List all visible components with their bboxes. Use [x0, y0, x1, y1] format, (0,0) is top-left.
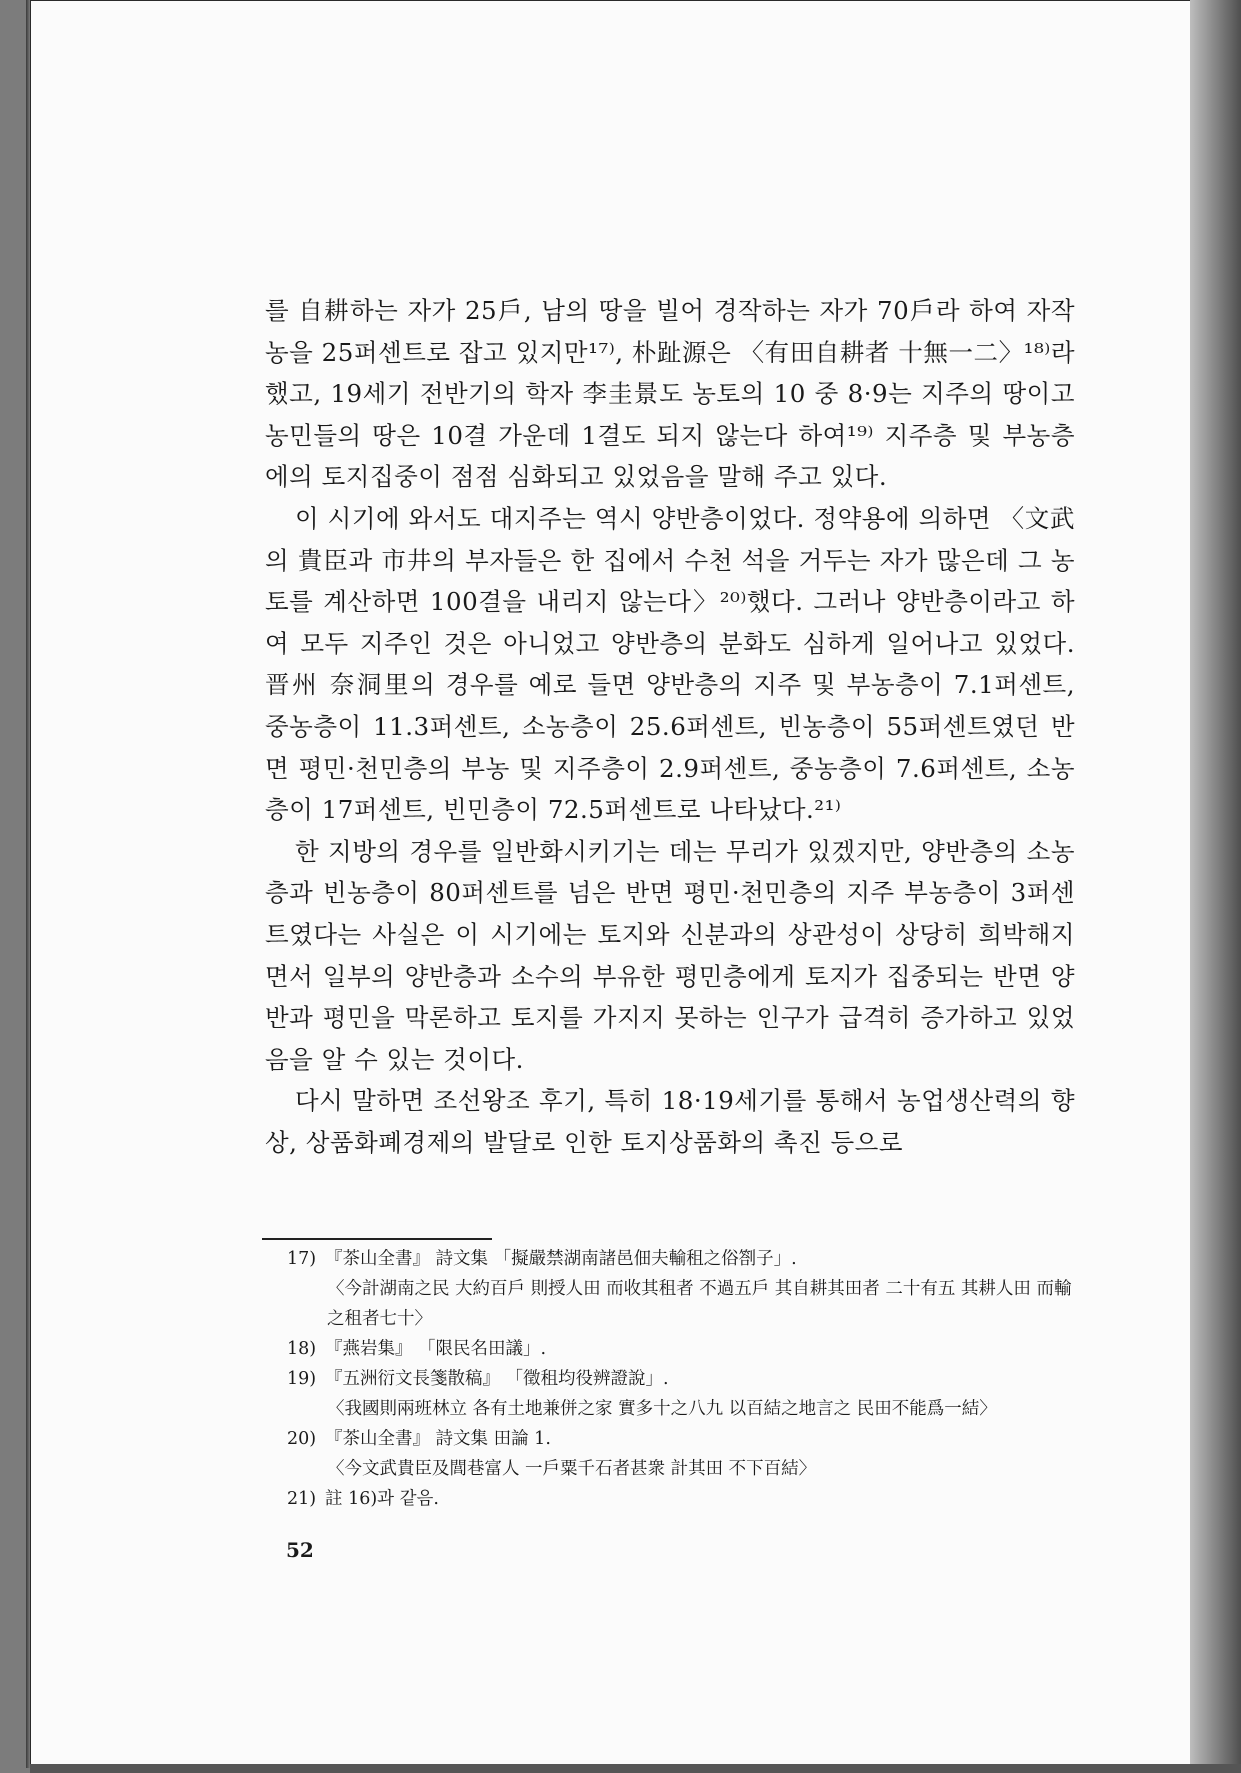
footnote-quote: 〈今文武貴臣及閭巷富人 一戶粟千石者甚衆 計其田 不下百結〉 — [327, 1459, 817, 1479]
footnote-number: 17) — [287, 1249, 317, 1269]
footnote-text: 『五洲衍文長箋散稿』 「徵租均役辨證說」. — [325, 1369, 669, 1389]
footnote — [287, 1244, 1077, 1274]
page-bottom-shadow — [30, 1764, 1241, 1773]
footnote — [287, 1364, 1077, 1394]
paragraph: 다시 말하면 조선왕조 후기, 특히 18·19세기를 통해서 농업생산력의 향상, 상품화폐경제의 발달로 인한 토지상품화의 촉진 등으로 — [265, 1086, 1075, 1157]
footnote — [287, 1334, 1077, 1364]
footnotes — [287, 1244, 1077, 1514]
footnote-number: 18) — [287, 1339, 317, 1359]
footnote-number: 21) — [287, 1489, 317, 1509]
footnote-number: 19) — [287, 1369, 317, 1389]
page-number: 52 — [286, 1538, 314, 1562]
paragraph: 를 自耕하는 자가 25戶, 남의 땅을 빌어 경작하는 자가 70戶라 하여 자작농을 25퍼센트로 잡고 있지만¹⁷⁾, 朴趾源은 〈有田自耕者 十無一二〉¹⁸⁾라 했고, 19세기 전반기의 학자 李圭景도 농토의 10 중 8·9는 지주의 땅이고 농민들의 땅은 10결 가운데 1결도 되지 않는다 하여¹⁹⁾ 지주층 및 부농층에의 토지집중이 점점 심화되고 있었음을 말해 주고 있다. — [265, 296, 1075, 492]
footnote-text: 『茶山全書』 詩文集 「擬嚴禁湖南諸邑佃夫輸租之俗劄子」. — [325, 1249, 797, 1269]
footnote — [287, 1484, 1077, 1514]
footnote-number: 20) — [287, 1429, 317, 1449]
paragraph: 한 지방의 경우를 일반화시키기는 데는 무리가 있겠지만, 양반층의 소농층과 빈농층이 80퍼센트를 넘은 반면 평민·천민층의 지주 부농층이 3퍼센트였다는 사실은 이 시기에는 토지와 신분과의 상관성이 상당히 희박해지면서 일부의 양반층과 소수의 부유한 평민층에게 토지가 집중되는 반면 양반과 평민을 막론하고 토지를 가지지 못하는 인구가 급격히 증가하고 있었음을 알 수 있는 것이다. — [265, 836, 1075, 1074]
footnote-text: 『燕岩集』 「限民名田議」. — [325, 1339, 547, 1359]
footnote-text: 『茶山全書』 詩文集 田論 1. — [325, 1429, 551, 1449]
page-edge-shadow — [1190, 0, 1241, 1773]
footnote-divider — [262, 1238, 492, 1240]
paragraph: 이 시기에 와서도 대지주는 역시 양반층이었다. 정약용에 의하면 〈文武의 貴臣과 市井의 부자들은 한 집에서 수천 석을 거두는 자가 많은데 그 농토를 계산하면 100결을 내리지 않는다〉²⁰⁾했다. 그러나 양반층이라고 하여 모두 지주인 것은 아니었고 양반층의 분화도 심하게 일어나고 있었다. 晋州 奈洞里의 경우를 예로 들면 양반층의 지주 및 부농층이 7.1퍼센트, 중농층이 11.3퍼센트, 소농층이 25.6퍼센트, 빈농층이 55퍼센트였던 반면 평민·천민층의 부농 및 지주층이 2.9퍼센트, 중농층이 7.6퍼센트, 소농층이 17퍼센트, 빈민층이 72.5퍼센트로 나타났다.²¹⁾ — [265, 503, 1075, 825]
footnote-quote: 〈我國則兩班林立 各有土地兼併之家 實多十之八九 以百結之地言之 民田不能爲一結〉 — [327, 1399, 997, 1419]
footnote — [287, 1424, 1077, 1454]
body-text — [265, 290, 1075, 1163]
footnote-text: 註 16)과 같음. — [325, 1489, 439, 1509]
footnote-quote: 〈今計湖南之民 大約百戶 則授人田 而收其租者 不過五戶 其自耕其田者 二十有五 其耕人田 而輸之租者七十〉 — [327, 1279, 1072, 1329]
